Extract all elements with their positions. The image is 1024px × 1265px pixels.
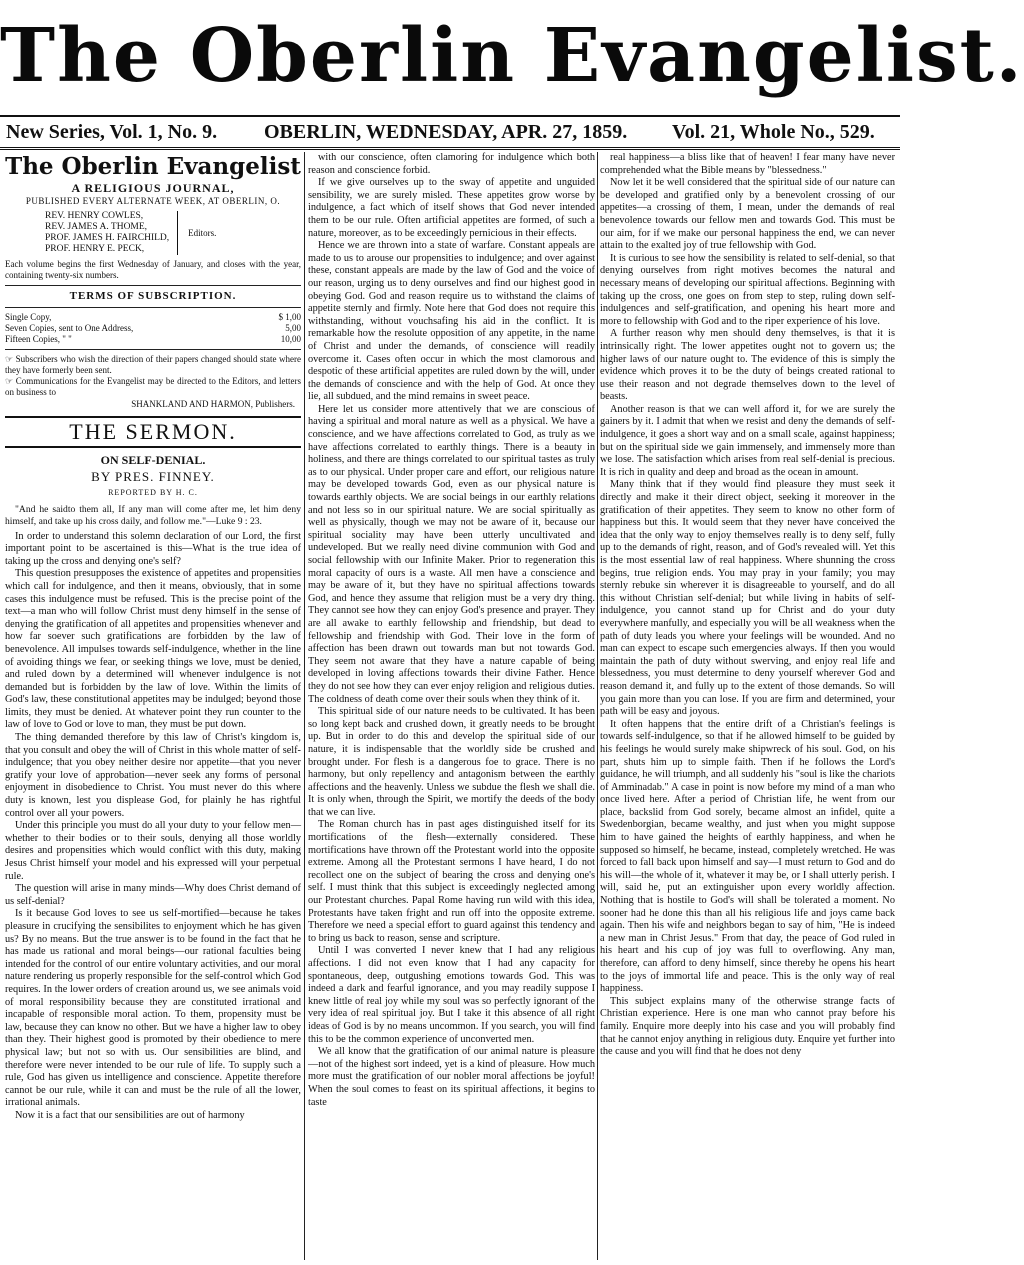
column-3 (600, 152, 895, 1262)
publishers: SHANKLAND AND HARMON, Publishers. (131, 398, 295, 409)
sermon-heading: THE SERMON. (5, 416, 301, 448)
column-1 (5, 152, 301, 1262)
body-paragraph: It often happens that the entire drift of a Christian's feelings is towards self-indulgence, so that if he allowed himself to be guided by his feelings he would surely make shipwreck of his soul. God, on his part, shuts him up to simple faith. Then if he follows the Lord's guidance, he will triumph, and all suddenly his "soul is like the chariots of Amminadab." A case in point is now before my mind of a man who once lived here. After a period of Christian life, he went from our place, backslid from God sorely, became almost an infidel, quite a Swedenborgian, became wealthy, and just when you might suppose him to have gained the heights of earthly happiness, and when he supposed so himself, he became, instead, completely wretched. He was forced to fall back upon himself and say—I must return to God and do his will—the whole of it, whatever it may be, or I shall utterly perish. I will, said he, put an extinguisher upon every worldly affection. Nothing that is hostile to God's will shall be tolerated a moment. No sooner had he done this than all his religious life and joys came back again. Then his wife and neighbors began to say of him, "He is indeed a new man in Christ Jesus." From that day, the peace of God ruled in his heart and his cup of joy was full to overflowing. Any man, therefore, can afford to deny himself, since thereby he opens his heart to the joys of immortal life and peace. This is the only way of real happiness. (600, 718, 895, 995)
terms-price: 5,00 (285, 322, 301, 333)
series-number: New Series, Vol. 1, No. 9. (6, 121, 218, 143)
box-title: The Oberlin Evangelist (5, 153, 301, 180)
body-paragraph: This spiritual side of our nature needs to be cultivated. It has been so long kept back and crushed down, it greatly needs to be brought up. But in order to do this and develop the spiritual side of our nature, it is indispensable that the worldly side be crushed and brought under. For flesh is a dangerous foe to grace. There is no harmony, but only repellency and antagonism between the earthly affections and the heavenly. Unless we subdue the flesh we shall die. It is only when, through the Spirit, we mortify the deeds of the body that we can live. (308, 706, 595, 818)
editor-name: REV. JAMES A. THOME, (45, 222, 148, 233)
body-paragraph: If we give ourselves up to the sway of appetite and unguided sensibility, we are surely misled. These appetites grow worse by indulgence, a fact which of itself shows that God never intended them to be our rule. Often artificial appetites are formed, of such a nature, moreover, as to be exceedingly pernicious in their effects. (308, 177, 595, 239)
terms-label: Fifteen Copies, " " (5, 333, 72, 344)
body-paragraph: The thing demanded therefore by this law of Christ's kingdom is, that you consult and obey the will of Christ in this whole matter of self-indulgence; that you obey neither desire nor appetite—that you never gratify your love of approbation—never seek any forms of personal enjoyment in disobedience to Christ. You must never do this where duty is known, lest you displease God, for plainly he has rightful control over all your powers. (5, 732, 301, 819)
body-paragraph: Many think that if they would find pleasure they must seek it directly and make it their direct object, seeking it moreover in the gratification of their appetites. They seem to know no other form of happiness but this. It would seem that they never have conceived the idea that the only way to enjoy themselves really is to deny self, fully up to the demands of right, reason, and of God's revealed will. Yet this is the most essential law of real happiness. Where shunning the cross begins, true religion ends. You may pray in your family; you may sternly rebuke sin wherever it is disagreeable to yourself, and do all this without Christian self-denial; but while living in habits of self-indulgence, you cannot stand up for Christ and do your duty everywhere manfully, and especially you will be all weakness when the path of duty leads you where your feelings will be wounded. And no man can expect to escape such emergencies always. If then you would maintain the path of duty without swerving, and enjoy real life and blessedness, you must determine to deny yourself wherever God and reason demand it, and fully up to the extent of those demands. So will you gain more than you can lose. If you are firm and determined, your path will be easy and joyous. (600, 479, 895, 718)
column-rule (304, 152, 305, 1260)
terms-price: $ 1,00 (278, 311, 301, 322)
divider (5, 307, 301, 308)
body-paragraph: A further reason why men should deny themselves, is that it is intrinsically right. The lower appetites ought not to govern us; the higher laws of our nature ought to. The evidence of this is simply the evidence which proves it to be the duty of beings created rational to use their reason and not degrade themselves down to the level of beasts. (600, 328, 895, 403)
volume-number: Vol. 21, Whole No., 529. (672, 121, 875, 143)
terms-list (5, 312, 301, 345)
publication-info-box (5, 152, 301, 410)
editors-list (45, 211, 178, 255)
body-paragraph: In order to understand this solemn declaration of our Lord, the first important point to be ascertained is this—What is the true idea of taking up the cross and denying one's self? (5, 530, 301, 567)
body-paragraph: The Roman church has in past ages distinguished itself for its mortifications of the flesh—externally considered. These mortifications have thrown off the Protestant world into the opposite extreme. Among all the Protestant sermons I have heard, I do not recollect one on the subject of bearing the cross and denying one's self. I must think that this subject is exceedingly neglected among our Protestant churches. Papal Rome having run wild with this idea, Protestants have taken fright and run off into the opposite extreme. Therefore we need a special effort to guard against this tendency and to bring us back to reason, sense and scripture. (308, 819, 595, 944)
body-paragraph: Now let it be well considered that the spiritual side of our nature can be developed and gratified only by a benevolent crossing of our appetites—a crossing of them, I mean, under the demands of real benevolence towards our fellow men and towards God. This must be our aim, for if we make our personal happiness the end, we can never attain to the exalted joy of true fellowship with God. (600, 177, 895, 252)
editor-name: PROF. JAMES H. FAIRCHILD, (45, 233, 170, 244)
body-paragraph: with our conscience, often clamoring for indulgence which both reason and conscience forbid. (308, 152, 595, 176)
body-paragraph: Is it because God loves to see us self-mortified—because he takes pleasure in crucifying the sensibilites to enjoyment which he has given us? By no means. But the true answer is to be found in the fact that he has made us rational and moral beings—our rational faculties being intended for the control of our entire voluntary activities, and our moral nature rendering us properly responsible for the self-control which God requires. In the lower orders of creation around us, we see animals void of moral responsibility because they are constituted irrational and incapable of responsible moral action. To them, propensity must be law, because they can know no other. But we have a higher law to obey than they. Their highest good is promoted by their obedience to mere physical law; but not so with us. Our sensibilities are blind, and therefore were never intended to be our rule of life. To supply such a rule, God has given us intelligence and conscience. Appetite therefore cannot be our rule, while it can and must be the rule of all the lower, irrational animals. (5, 908, 301, 1109)
sermon-reporter: REPORTED BY H. C. (108, 488, 198, 498)
terms-price: 10,00 (280, 333, 301, 344)
publication-schedule: PUBLISHED EVERY ALTERNATE WEEK, AT OBERLIN, O. (25, 195, 281, 206)
column-3-body (600, 152, 895, 1059)
dateline (0, 115, 900, 150)
column-rule (597, 152, 598, 1260)
terms-label: Seven Copies, sent to One Address, (5, 322, 134, 333)
communications-notice: ☞ Communications for the Evangelist may be directed to the Editors, and letters on business to (5, 375, 301, 397)
editor-name: REV. HENRY COWLES, (45, 211, 144, 222)
column-2-body (308, 152, 595, 1109)
editor-name: PROF. HENRY E. PECK, (45, 244, 145, 255)
body-paragraph: Under this principle you must do all your duty to your fellow men—whether to their bodies or to their souls, denying all those worldly desires and propensities which would conflict with this duty, making Jesus Christ himself your model and his expressed will your perpetual rule. (5, 820, 301, 882)
terms-label: Single Copy, (5, 311, 52, 322)
sermon-subject: ON SELF-DENIAL. (100, 453, 206, 468)
column-1-body (5, 531, 301, 1123)
body-paragraph: It is curious to see how the sensibility is related to self-denial, so that denying ourselves from right motives becomes the natural and necessary means of developing our spiritual affections. Beginning with taking up the cross, one goes on from step to step, ruling down self-indulgences and self-gratification, and opening his heart more and more to fellowship with God and to the riper experience of his love. (600, 252, 895, 327)
volume-note: Each volume begins the first Wednesday of January, and closes with the year, containing twenty-six numbers. (5, 259, 301, 281)
scripture-text: "And he saidto them all, If any man will come after me, let him deny himself, and take up his cross daily, and follow me."—Luke 9 : 23. (5, 504, 301, 527)
body-paragraph: Hence we are thrown into a state of warfare. Constant appeals are made to us to arouse our propensities to indulgence; and over against these, constant appeals are made by the law of God and the voice of our reason, urging us to deny ourselves and find our highest good in obeying God. God and reason require us to withstand the claims of appetite sternly and firmly. Note here that God does not require this withstanding, without vouchsafing his aid in the conflict. It is remarkable how the resolute opposition of any appetite, in the name of Christ and under the demands, of conscience will readily overcome it. Cases often occur in which the most clamorous and despotic of these artificial appetites are ruled down by the will, under the demands of conscience and with the help of God. At once they lie, all subdued, and the mind remains in sweet peace. (308, 240, 595, 403)
body-paragraph: Here let us consider more attentively that we are conscious of having a spiritual and moral nature as well as a physical. We have a conscience, and we have affections correlated to God, as truly as we have affections correlated to earthly things. There is a beauty in holiness, and there are things correlated to our spiritual tastes as truly as to our physical. Under proper care and effort, our religious nature may be developed towards God, even as our physical nature is towards earthly objects. We are social beings in our earthly relations and not less so in our spiritual nature. We are social spiritually as well as physically, though we may not be aware of it, because our spiritual sociality may have been utterly uncultivated and undeveloped. But we really need divine communion with God and social fellowship with our Infinite Maker. Prior to regeneration this moral capacity of ours is a waste. All men have a conscience and may be aware of it, but they have no spiritual affections towards God, and hence they assume that religion must be a very dry thing. They cannot see how they can enjoy God's presence and prayer. They are all awake to earthly fellowship and friendship, but dead to fellowship and friendship with God. Their love in the form of affection has been drawn out towards man but not towards God. They seem not aware that they have a nature capable of being developed in loving affections towards their divine Father. Hence they do not see how they can ever enjoy religion and religious duties. The coldness of death come over their souls when they think of it. (308, 403, 595, 705)
column-2 (308, 152, 595, 1262)
divider (5, 285, 301, 286)
body-paragraph: real happiness—a bliss like that of heaven! I fear many have never comprehended what the Bible means by "blessedness." (600, 152, 895, 176)
body-paragraph: This subject explains many of the otherwise strange facts of Christian experience. Here is one man who cannot pray before his family. Enquire more deeply into his case and you will probably find that he cannot enjoy anything in religious duty. Enquire yet further into the cause and you will find that he does not deny (600, 995, 895, 1058)
body-paragraph: Until I was converted I never knew that I had any religious affections. I did not even know that I had any capacity for spontaneous, deep, outgushing emotions towards God. This was indeed a dark and fearful ignorance, and you may readily suppose I knew little of real joy while my soul was so perfectly ignorant of the very idea of real spiritual joy. But I take it this absence of all right ideas of God is by no means uncommon. If you search, you will find this to be the common experience of unconverted men. (308, 945, 595, 1045)
box-subtitle: A RELIGIOUS JOURNAL, (71, 181, 235, 195)
terms-title: TERMS OF SUBSCRIPTION. (69, 290, 237, 303)
editors-label: Editors. (188, 227, 217, 238)
body-paragraph: This question presupposes the existence of appetites and propensities which call for indulgence, and then it means, obviously, that in some cases this indulgence must be refused. This is the precise point of the text—a man who will follow Christ must deny himself in the sense of denying the gratification of all appetites and propensities whenever and how far soever such gratifications are forbidden by the law of benevolence. All impulses towards self-indulgence, whether in the line of avoiding things we fear, or seeking things we love, must be denied, and ruled down by a determined will whenever indulgence is not demanded but is forbidden by the law of love. Within the limits of God's law, these constitutional appetites may be indulged; beyond those limits, they must be denied. At whatever point they run counter to the law of love to God or love to man, they must be put down. (5, 568, 301, 731)
body-paragraph: The question will arise in many minds—Why does Christ demand of us self-denial? (5, 883, 301, 907)
body-paragraph: Another reason is that we can well afford it, for we are surely the gainers by it. I admit that when we resist and deny the demands of self-indulgence, it goes a short way and on a small scale, against happiness; but on the spiritual side we gain immensely, and immensely more than we lose. The satisfaction which arises from real self-denial is precious. It is rich in quality and deep and broad as the ocean in amount. (600, 403, 895, 478)
place-and-date: OBERLIN, WEDNESDAY, APR. 27, 1859. (264, 121, 628, 143)
body-paragraph: Now it is a fact that our sensibilities are out of harmony (15, 1109, 245, 1121)
body-paragraph: We all know that the gratification of our animal nature is pleasure—not of the highest sort indeed, yet is a kind of pleasure. How much more must the gratification of our nobler moral affections be joyful! When the soul comes to feast on its spiritual affections, it begins to taste (308, 1046, 595, 1108)
masthead-title: The Oberlin Evangelist. (0, 13, 1024, 99)
subscriber-notice: ☞ Subscribers who wish the direction of their papers changed should state where they have formerly been sent. (5, 353, 301, 375)
sermon-author: BY PRES. FINNEY. (91, 469, 215, 485)
editors-block (45, 211, 301, 255)
terms-row (5, 312, 301, 323)
terms-row (5, 323, 301, 334)
divider (5, 349, 301, 350)
terms-row (5, 334, 301, 345)
